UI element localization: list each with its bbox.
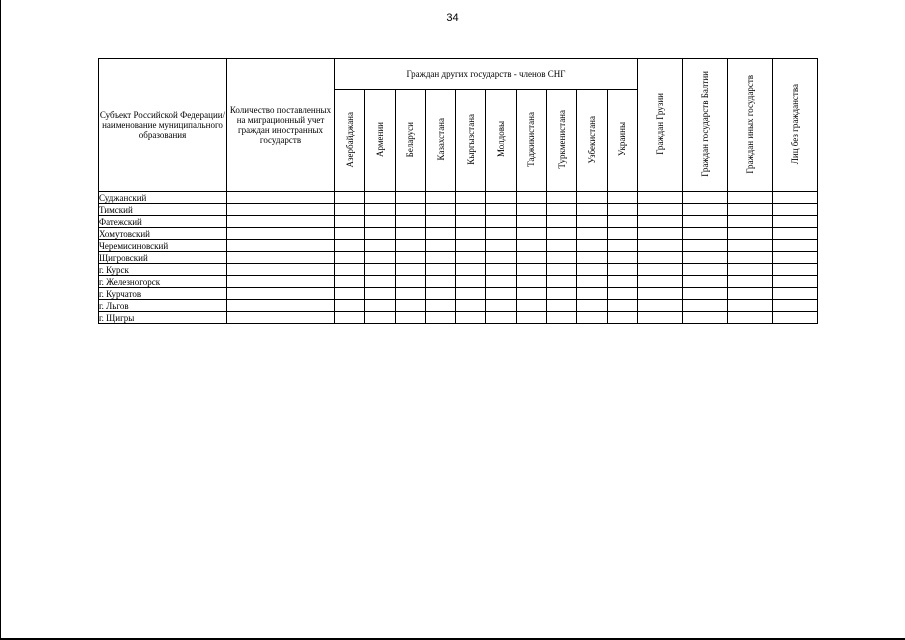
table-cell	[516, 300, 546, 312]
table-cell	[607, 192, 637, 204]
table-cell	[728, 192, 773, 204]
table-cell	[365, 216, 395, 228]
table-cell	[456, 192, 486, 204]
table-cell	[728, 276, 773, 288]
table-cell	[728, 252, 773, 264]
table-cell	[638, 312, 683, 324]
header-georgia	[638, 59, 683, 192]
table-cell	[425, 288, 455, 300]
table-cell	[638, 216, 683, 228]
table-cell	[425, 192, 455, 204]
table-row	[99, 252, 818, 264]
table-cell	[728, 240, 773, 252]
row-label: г. Щигры	[99, 312, 227, 324]
table-cell	[335, 264, 365, 276]
migration-report-table	[98, 58, 818, 324]
table-cell	[395, 252, 425, 264]
table-cell	[773, 252, 818, 264]
table-cell	[638, 276, 683, 288]
table-cell	[516, 252, 546, 264]
table-cell	[577, 312, 607, 324]
table-cell	[773, 240, 818, 252]
header-stateless-label: Лиц без гражданства	[790, 83, 800, 165]
table-cell	[547, 264, 577, 276]
table-cell	[365, 300, 395, 312]
table-cell	[638, 192, 683, 204]
header-country	[516, 90, 546, 192]
table-cell	[365, 240, 395, 252]
row-label: г. Курск	[99, 264, 227, 276]
header-country-label: Украины	[617, 122, 628, 157]
table-cell	[335, 216, 365, 228]
table-row	[99, 228, 818, 240]
table-cell	[486, 264, 516, 276]
table-cell	[683, 204, 728, 216]
table-cell	[728, 288, 773, 300]
table-cell	[335, 240, 365, 252]
header-other-states-label: Граждан иных государств	[745, 74, 755, 174]
table-cell	[547, 252, 577, 264]
table-cell	[335, 228, 365, 240]
table-cell	[335, 288, 365, 300]
header-cis-group: Граждан других государств - членов СНГ	[335, 59, 638, 90]
table-cell	[365, 228, 395, 240]
table-cell	[425, 216, 455, 228]
table-cell	[547, 312, 577, 324]
table-cell	[607, 216, 637, 228]
table-cell	[577, 276, 607, 288]
table-cell	[577, 228, 607, 240]
table-cell	[365, 276, 395, 288]
table-cell	[577, 300, 607, 312]
table-cell	[547, 204, 577, 216]
table-row	[99, 192, 818, 204]
table-cell	[395, 216, 425, 228]
table-cell	[577, 240, 607, 252]
table-cell	[425, 252, 455, 264]
table-cell	[638, 252, 683, 264]
table-row	[99, 276, 818, 288]
header-baltic	[683, 59, 728, 192]
table-cell	[335, 204, 365, 216]
table-cell	[365, 204, 395, 216]
table-cell	[516, 288, 546, 300]
table-cell	[395, 312, 425, 324]
table-cell	[683, 192, 728, 204]
header-country-label: Беларуси	[405, 121, 416, 158]
header-country	[395, 90, 425, 192]
table-cell	[773, 276, 818, 288]
table-cell	[577, 216, 607, 228]
header-subject: Субъект Российской Федерации/ наименование муниципального образования	[99, 59, 227, 192]
row-label: Хомутовский	[99, 228, 227, 240]
table-row	[99, 204, 818, 216]
table-cell	[728, 312, 773, 324]
table-cell	[683, 312, 728, 324]
table-cell	[425, 240, 455, 252]
table-cell	[547, 228, 577, 240]
table-cell	[365, 252, 395, 264]
table-cell	[638, 264, 683, 276]
table-cell	[547, 240, 577, 252]
page-number: 34	[446, 12, 459, 24]
table-cell	[607, 288, 637, 300]
table-cell	[227, 216, 335, 228]
table-cell	[638, 300, 683, 312]
table-cell	[547, 300, 577, 312]
table-cell	[577, 192, 607, 204]
table-cell	[425, 204, 455, 216]
table-cell	[773, 228, 818, 240]
table-cell	[456, 216, 486, 228]
table-cell	[486, 192, 516, 204]
table-cell	[335, 192, 365, 204]
table-cell	[773, 264, 818, 276]
header-country-label: Армении	[374, 121, 385, 157]
table-row	[99, 216, 818, 228]
table-cell	[728, 204, 773, 216]
header-country	[425, 90, 455, 192]
table-cell	[395, 228, 425, 240]
page-border-left	[0, 0, 1, 640]
table-cell	[547, 288, 577, 300]
header-country	[456, 90, 486, 192]
header-baltic-label: Граждан государств Балтии	[700, 71, 710, 177]
table-cell	[486, 228, 516, 240]
table-row	[99, 240, 818, 252]
table-cell	[456, 288, 486, 300]
table-cell	[335, 252, 365, 264]
table-cell	[683, 228, 728, 240]
table-body	[99, 192, 818, 324]
table-cell	[516, 216, 546, 228]
table-cell	[728, 216, 773, 228]
table-cell	[227, 204, 335, 216]
table-cell	[683, 264, 728, 276]
table-cell	[607, 312, 637, 324]
table-cell	[395, 204, 425, 216]
table-cell	[456, 228, 486, 240]
table-cell	[456, 300, 486, 312]
header-country-label: Азербайджана	[344, 111, 355, 168]
table-cell	[227, 240, 335, 252]
table-cell	[395, 240, 425, 252]
table-cell	[683, 276, 728, 288]
row-label: Тимский	[99, 204, 227, 216]
table-cell	[486, 204, 516, 216]
table-cell	[516, 264, 546, 276]
header-country	[335, 90, 365, 192]
table-cell	[227, 192, 335, 204]
table-cell	[577, 204, 607, 216]
table-cell	[227, 300, 335, 312]
header-country	[607, 90, 637, 192]
table-cell	[395, 276, 425, 288]
header-country	[365, 90, 395, 192]
table-cell	[227, 288, 335, 300]
table-cell	[607, 264, 637, 276]
table-cell	[638, 240, 683, 252]
table-cell	[227, 228, 335, 240]
row-label: Суджанский	[99, 192, 227, 204]
table-cell	[607, 252, 637, 264]
table-cell	[486, 288, 516, 300]
table-cell	[607, 240, 637, 252]
table-cell	[516, 240, 546, 252]
table-row	[99, 288, 818, 300]
table-cell	[227, 264, 335, 276]
row-label: г. Курчатов	[99, 288, 227, 300]
table-cell	[227, 276, 335, 288]
row-label: г. Железногорск	[99, 276, 227, 288]
table-cell	[607, 300, 637, 312]
table-cell	[773, 216, 818, 228]
header-country-label: Таджикистана	[526, 112, 537, 167]
table-cell	[486, 312, 516, 324]
table-cell	[516, 228, 546, 240]
table-cell	[683, 240, 728, 252]
table-cell	[395, 192, 425, 204]
table-cell	[425, 228, 455, 240]
table-cell	[547, 216, 577, 228]
table-cell	[456, 276, 486, 288]
table-row	[99, 300, 818, 312]
table-row	[99, 312, 818, 324]
header-country-label: Казахстана	[435, 118, 446, 161]
table-cell	[395, 264, 425, 276]
header-country	[486, 90, 516, 192]
table-cell	[577, 288, 607, 300]
header-country-label: Туркменистана	[556, 110, 567, 169]
table-cell	[607, 204, 637, 216]
table-cell	[486, 252, 516, 264]
table-cell	[365, 288, 395, 300]
table-cell	[335, 300, 365, 312]
table-cell	[227, 312, 335, 324]
table-cell	[607, 276, 637, 288]
table-cell	[516, 192, 546, 204]
table-cell	[607, 228, 637, 240]
table-cell	[577, 264, 607, 276]
header-other-states	[728, 59, 773, 192]
row-label: г. Льгов	[99, 300, 227, 312]
header-country-label: Кыргызстана	[465, 114, 476, 165]
table-cell	[335, 312, 365, 324]
table-cell	[456, 204, 486, 216]
table-cell	[683, 300, 728, 312]
table-cell	[547, 276, 577, 288]
header-row-top	[99, 59, 818, 90]
header-stateless	[773, 59, 818, 192]
table-cell	[425, 300, 455, 312]
table-cell	[365, 192, 395, 204]
table-cell	[486, 276, 516, 288]
header-country-label: Молдовы	[496, 121, 507, 158]
table-cell	[638, 228, 683, 240]
row-label: Черемисиновский	[99, 240, 227, 252]
table-cell	[683, 288, 728, 300]
table-cell	[577, 252, 607, 264]
table-cell	[365, 312, 395, 324]
table-cell	[773, 192, 818, 204]
row-label: Фатежский	[99, 216, 227, 228]
table-cell	[728, 300, 773, 312]
header-count: Количество поставленных на миграционный учет граждан иностранных государств	[227, 59, 335, 192]
table-cell	[683, 216, 728, 228]
table-cell	[365, 264, 395, 276]
table-cell	[395, 288, 425, 300]
table-cell	[516, 204, 546, 216]
table-cell	[335, 276, 365, 288]
table-cell	[773, 288, 818, 300]
table-cell	[456, 264, 486, 276]
table-cell	[425, 312, 455, 324]
table-cell	[456, 312, 486, 324]
table-cell	[516, 276, 546, 288]
table-cell	[516, 312, 546, 324]
table-cell	[547, 192, 577, 204]
table-cell	[227, 252, 335, 264]
table-cell	[486, 216, 516, 228]
table-cell	[773, 300, 818, 312]
table-cell	[425, 276, 455, 288]
table-cell	[395, 300, 425, 312]
table-cell	[456, 240, 486, 252]
header-country-label: Узбекистана	[587, 115, 598, 164]
table-row	[99, 264, 818, 276]
header-country	[577, 90, 607, 192]
table-cell	[773, 204, 818, 216]
header-georgia-label: Граждан Грузии	[655, 93, 665, 155]
table-cell	[728, 264, 773, 276]
header-country	[547, 90, 577, 192]
row-label: Щигровский	[99, 252, 227, 264]
table-cell	[638, 288, 683, 300]
table-cell	[456, 252, 486, 264]
table-cell	[425, 264, 455, 276]
table-cell	[638, 204, 683, 216]
table-cell	[486, 300, 516, 312]
table-cell	[486, 240, 516, 252]
table-cell	[773, 312, 818, 324]
table-cell	[683, 252, 728, 264]
table-cell	[728, 228, 773, 240]
